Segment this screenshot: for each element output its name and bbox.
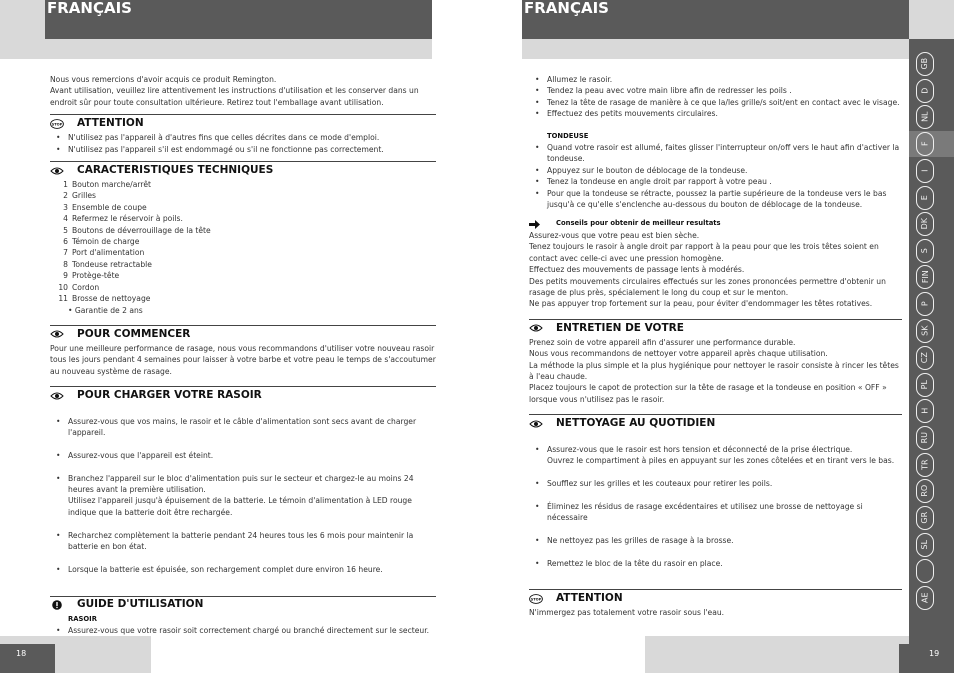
language-tab-label: RU	[920, 432, 930, 444]
list-item: • Assurez-vous que le rasoir est hors tension et déconnecté de la prise électrique. Ouvrez le compartiment à piles en appuyant sur les zones côtelées et en tirant vers le bas.	[547, 444, 902, 467]
list-item: • N'utilisez pas l'appareil s'il est endommagé ou s'il ne fonctionne pas correctement.	[68, 144, 436, 155]
spec-item	[50, 213, 436, 224]
attention-section-2	[529, 589, 902, 618]
specs-list	[50, 179, 436, 304]
spec-item	[50, 225, 436, 236]
spec-number: 6	[63, 237, 68, 247]
maintenance-section	[529, 319, 902, 405]
language-tab[interactable]	[916, 559, 934, 583]
language-tab-label: AE	[920, 592, 930, 604]
left-column	[50, 74, 436, 636]
spec-number: 9	[63, 271, 68, 281]
language-tab[interactable]	[916, 186, 934, 210]
language-tab-label: GR	[920, 512, 930, 524]
guide-section	[50, 596, 436, 637]
left-page-header: FRANÇAIS	[45, 0, 432, 39]
right-page-number: 19	[899, 644, 954, 673]
spec-item	[50, 270, 436, 281]
attention-title: ATTENTION	[77, 117, 144, 130]
list-item: • N'utilisez pas l'appareil à d'autres fins que celles décrites dans ce mode d'emploi.	[68, 132, 436, 143]
list-item: • Tendez la peau avec votre main libre afin de redresser les poils .	[547, 85, 902, 96]
language-tab-label: DK	[920, 218, 930, 230]
spec-number: 10	[58, 282, 68, 292]
language-tab[interactable]	[916, 292, 934, 316]
language-tab-label: I	[920, 169, 930, 173]
language-tab[interactable]	[916, 79, 934, 103]
language-tab[interactable]	[916, 373, 934, 397]
stop-icon	[50, 119, 64, 129]
spec-number: 5	[63, 225, 68, 235]
list-item: • Assurez-vous que votre rasoir soit correctement chargé ou branché directement sur le secteur.	[68, 625, 436, 636]
eye-icon	[50, 391, 64, 401]
spec-item	[50, 293, 436, 304]
left-page-number: 18	[0, 644, 55, 673]
specs-section	[50, 161, 436, 316]
spec-number: 1	[63, 180, 68, 190]
maintenance-title: ENTRETIEN DE VOTRE	[556, 321, 684, 334]
guide-title: GUIDE D'UTILISATION	[77, 598, 204, 611]
guide-subtitle: RASOIR	[68, 614, 97, 623]
charge-title: POUR CHARGER VOTRE RASOIR	[77, 388, 262, 401]
tips-line: Effectuez des mouvements de passage lents à modérés.	[529, 265, 745, 275]
svg-text:STOP: STOP	[530, 597, 542, 602]
list-item: • Appuyez sur le bouton de déblocage de la tondeuse.	[547, 165, 902, 176]
start-section	[50, 325, 436, 377]
start-title: POUR COMMENCER	[77, 327, 191, 340]
spec-number: 7	[63, 248, 68, 258]
attention-text: N'immergez pas totalement votre rasoir sous l'eau.	[529, 608, 725, 618]
eye-icon	[529, 323, 543, 333]
language-tab[interactable]	[916, 105, 934, 129]
tips-line: Tenez toujours le rasoir à angle droit par rapport à la peau pour que les trois têtes soient en contact avec celle-ci avec une pression homogène.	[529, 242, 879, 263]
spec-item	[50, 247, 436, 258]
list-item: • Assurez-vous que vos mains, le rasoir et le câble d'alimentation sont secs avant de charger l'appareil.	[68, 416, 436, 439]
language-tab[interactable]	[916, 159, 934, 183]
tips-line: Des petits mouvements circulaires effectués sur les zones prononcées permettre d'obtenir un rasage de plus près, spécialement le long du coup et sur le menton.	[529, 276, 886, 297]
eye-icon	[50, 329, 64, 339]
language-tab[interactable]	[916, 399, 934, 423]
spec-label: Ensemble de coupe	[72, 202, 147, 212]
language-tab[interactable]	[916, 265, 934, 289]
language-tab[interactable]	[916, 586, 934, 610]
language-tab-label: SK	[920, 325, 930, 337]
language-tab[interactable]	[916, 506, 934, 530]
language-tab[interactable]	[916, 239, 934, 263]
language-tab-label: TR	[920, 459, 930, 471]
svg-text:STOP: STOP	[51, 122, 63, 127]
spec-item	[50, 236, 436, 247]
language-tab-label: F	[920, 141, 930, 147]
charge-section	[50, 386, 436, 587]
language-tab-label: CZ	[920, 352, 930, 364]
spec-label: Refermez le réservoir à poils.	[72, 214, 183, 224]
language-tab[interactable]	[916, 479, 934, 503]
specs-title: CARACTERISTIQUES TECHNIQUES	[77, 163, 274, 176]
spec-label: Cordon	[72, 282, 100, 292]
language-tab[interactable]	[916, 212, 934, 236]
list-item: • Soufflez sur les grilles et les couteaux pour retirer les poils.	[547, 478, 902, 489]
maintenance-line: Nous vous recommandons de nettoyer votre appareil après chaque utilisation.	[529, 349, 828, 359]
language-tab[interactable]	[916, 453, 934, 477]
spec-item	[50, 259, 436, 270]
spec-item	[50, 282, 436, 293]
list-item: • Lorsque la batterie est épuisée, son rechargement complet dure environ 16 heure.	[68, 564, 436, 575]
language-tab-label: RO	[920, 485, 930, 497]
spec-label: Grilles	[72, 191, 96, 201]
warranty-note: • Garantie de 2 ans	[68, 305, 143, 315]
language-tab-label: NL	[920, 111, 930, 123]
language-tab[interactable]	[916, 132, 934, 156]
language-tab[interactable]	[916, 52, 934, 76]
list-item: • Ne nettoyez pas les grilles de rasage à la brosse.	[547, 535, 902, 546]
language-tab-label: PL	[920, 380, 930, 390]
language-tab[interactable]	[916, 426, 934, 450]
intro-line-2: Avant utilisation, veuillez lire attentivement les instructions d'utilisation et les conserver dans un endroit sûr pour toute consultation ultérieure. Retirez tout l'emballage avant utilisation.	[50, 86, 419, 107]
spec-label: Protège-tête	[72, 271, 120, 281]
spec-label: Port d'alimentation	[72, 248, 145, 258]
language-tab-label: P	[920, 301, 930, 307]
language-tab-label: GB	[920, 58, 930, 70]
spec-number: 11	[58, 294, 68, 304]
warning-icon	[50, 600, 64, 610]
spec-label: Témoin de charge	[72, 237, 140, 247]
spec-label: Boutons de déverrouillage de la tête	[72, 225, 211, 235]
list-item: • Quand votre rasoir est allumé, faites glisser l'interrupteur on/off vers le haut afin d'activer la tondeuse.	[547, 142, 902, 165]
eye-icon	[50, 166, 64, 176]
spec-item	[50, 179, 436, 190]
tondeuse-title: TONDEUSE	[547, 131, 589, 140]
right-page-header: FRANÇAIS	[522, 0, 909, 39]
attention-title-2: ATTENTION	[556, 592, 623, 605]
spec-number: 2	[63, 191, 68, 201]
intro-line-1: Nous vous remercions d'avoir acquis ce produit Remington.	[50, 75, 277, 84]
stop-icon	[529, 594, 543, 604]
list-item: • Effectuez des petits mouvements circulaires.	[547, 108, 902, 119]
list-item: • Allumez le rasoir.	[547, 74, 902, 85]
maintenance-line: Placez toujours le capot de protection sur la tête de rasage et la tondeuse en position « OFF » lorsque vous n'utilisez pas le rasoir.	[529, 383, 887, 404]
attention-section	[50, 114, 436, 155]
spec-number: 4	[63, 214, 68, 224]
list-item: • Tenez la tête de rasage de manière à ce que la/les grille/s soit/ent en contact avec le visage.	[547, 97, 902, 108]
list-item: • Assurez-vous que l'appareil est éteint.	[68, 450, 436, 461]
spec-item	[50, 190, 436, 201]
tips-line: Assurez-vous que votre peau est bien sèche.	[529, 230, 700, 240]
list-item: • Recharchez complètement la batterie pendant 24 heures tous les 6 mois pour maintenir la batterie en bon état.	[68, 530, 436, 553]
list-item: • Branchez l'appareil sur le bloc d'alimentation puis sur le secteur et chargez-le au moins 24 heures avant la première utilisation. Utilisez l'appareil jusqu'à épuisement de la batterie. Le témoin d'alimentation à LED rouge indique que la batterie doit être rechargée.	[68, 473, 436, 519]
language-tabs	[909, 39, 954, 644]
language-tab-label: FIN	[920, 270, 930, 284]
spec-label: Bouton marche/arrêt	[72, 180, 151, 190]
language-tab-label: E	[920, 195, 930, 201]
language-tab-label: S	[920, 248, 930, 254]
eye-icon	[529, 419, 543, 429]
tips-title: Conseils pour obtenir de meilleur resultats	[556, 219, 721, 228]
list-item: • Tenez la tondeuse en angle droit par rapport à votre peau .	[547, 176, 902, 187]
maintenance-line: Prenez soin de votre appareil afin d'assurer une performance durable.	[529, 337, 796, 347]
maintenance-line: La méthode la plus simple et la plus hygiénique pour nettoyer le rasoir consiste à rincer les têtes à l'eau chaude.	[529, 360, 899, 381]
language-tab-label: D	[920, 87, 930, 95]
tips-heading	[529, 218, 902, 229]
language-tab[interactable]	[916, 533, 934, 557]
language-tab[interactable]	[916, 319, 934, 343]
tips-line: Ne pas appuyer trop fortement sur la peau, pour éviter d'endommager les têtes rotatives.	[529, 299, 873, 309]
language-tab[interactable]	[916, 346, 934, 370]
spec-label: Tondeuse retractable	[72, 259, 152, 269]
list-item: • Éliminez les résidus de rasage excédentaires et utilisez une brosse de nettoyage si nécessaire	[547, 501, 902, 524]
start-text: Pour une meilleure performance de rasage, nous vous recommandons d'utiliser votre nouveau rasoir tous les jours pendant 4 semaines pour laisser à votre barbe et votre peau le temps de s'accoutumer au nouveau système de rasage.	[50, 343, 436, 376]
spec-item	[50, 202, 436, 213]
daily-section	[529, 414, 902, 580]
spec-number: 8	[63, 259, 68, 269]
right-column	[529, 74, 902, 619]
spec-number: 3	[63, 202, 68, 212]
daily-title: NETTOYAGE AU QUOTIDIEN	[556, 416, 716, 429]
list-item: • Pour que la tondeuse se rétracte, poussez la partie supérieure de la tondeuse vers le bas jusqu'à ce qu'elle s'enclenche au-dessous du bouton de déblocage de la tondeuse.	[547, 188, 902, 211]
spec-label: Brosse de nettoyage	[72, 294, 151, 304]
list-item: • Remettez le bloc de la tête du rasoir en place.	[547, 558, 902, 569]
language-tab-label: SL	[920, 540, 930, 550]
arrow-right-icon	[529, 220, 540, 229]
language-tab-label: H	[920, 407, 930, 415]
